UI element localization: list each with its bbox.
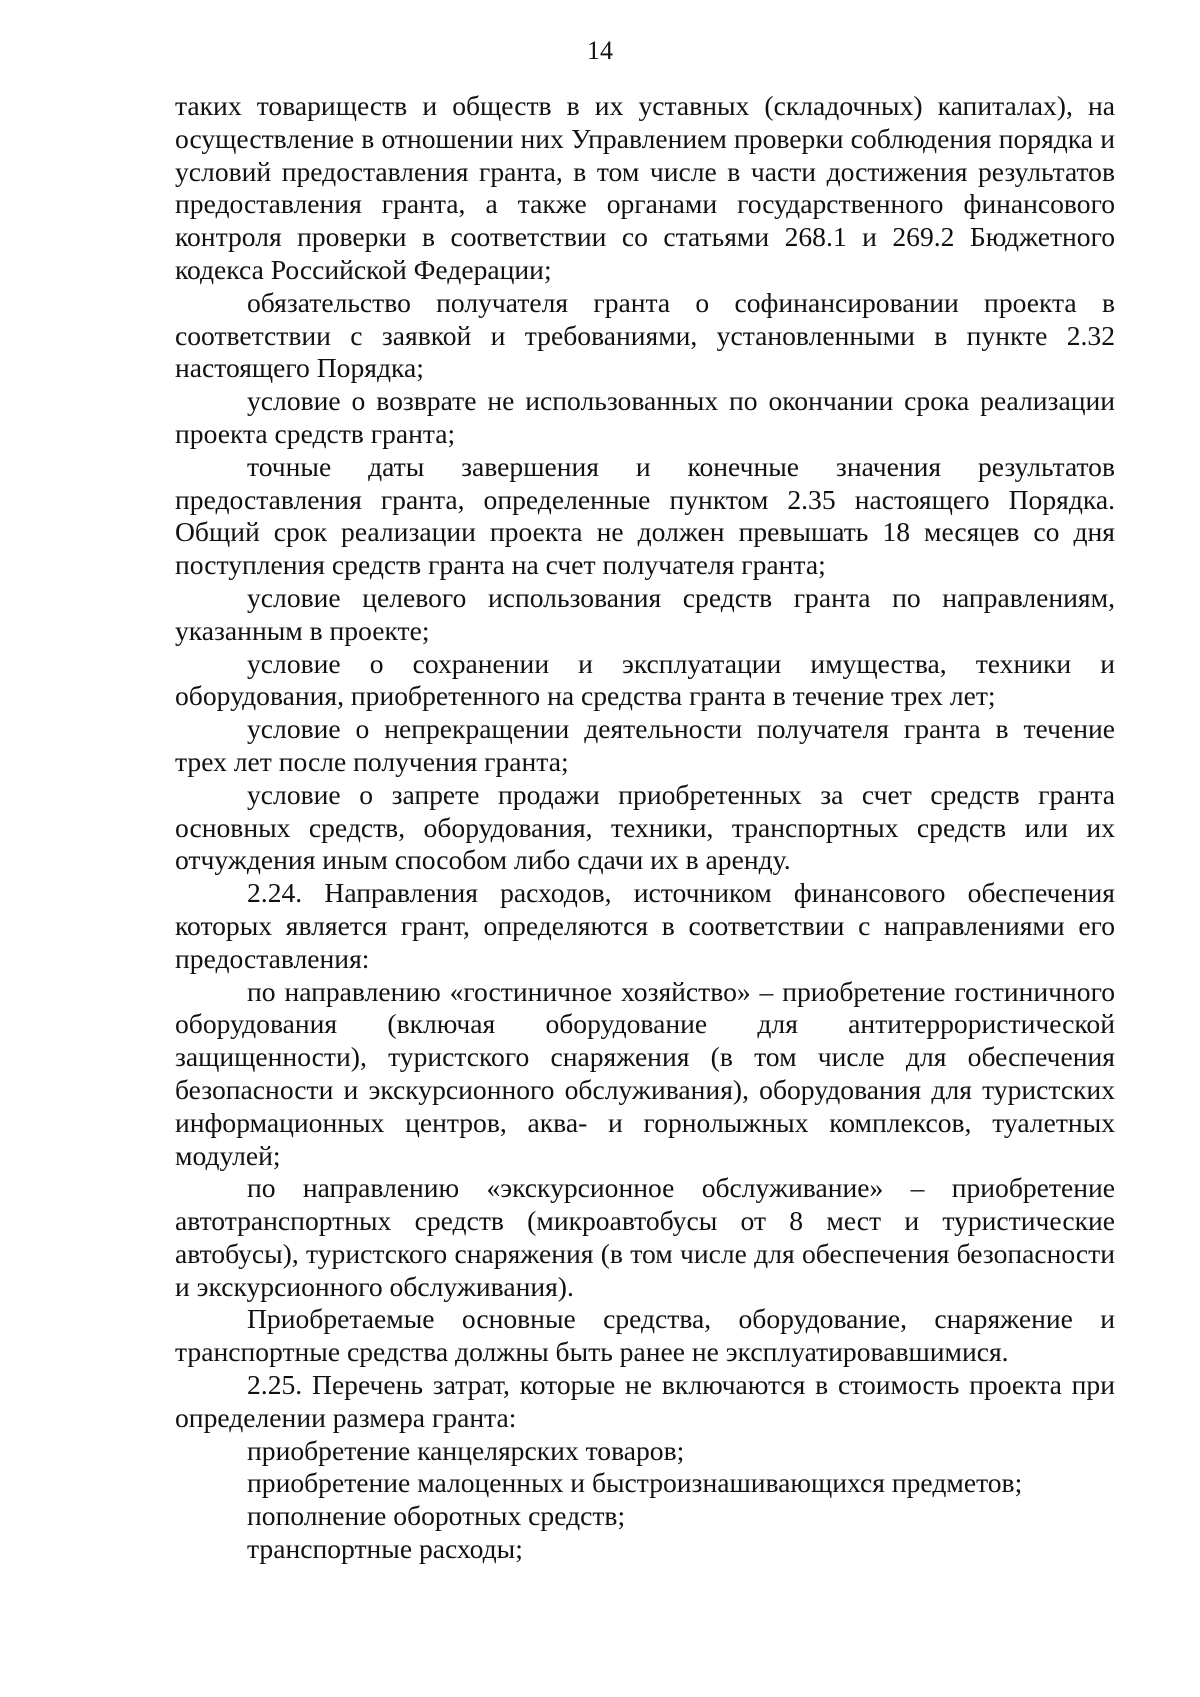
list-item: транспортные расходы;	[247, 1533, 523, 1565]
paragraph: условие о непрекращении деятельности получателя гранта в течение трех лет после получения гранта;	[175, 713, 1115, 777]
document-body	[175, 90, 1115, 1566]
list-item: приобретение канцелярских товаров;	[247, 1434, 685, 1466]
page-number: 14	[587, 36, 613, 65]
paragraph: таких товариществ и обществ в их уставных (складочных) капиталах), на осуществление в отношении них Управлением проверки соблюдения порядка и условий предоставления гранта, в том числе в части достижения результатов предоставления гранта, а также органами государственного финансового контроля проверки в соответствии со статьями 268.1 и 269.2 Бюджетного кодекса Российской Федерации;	[175, 90, 1115, 285]
paragraph: по направлению «экскурсионное обслуживание» – приобретение автотранспортных средств (микроавтобусы от 8 мест и туристические автобусы), туристского снаряжения (в том числе для обеспечения безопасности и экскурсионного обслуживания).	[175, 1172, 1115, 1302]
paragraph: условие целевого использования средств гранта по направлениям, указанным в проекте;	[175, 581, 1115, 646]
paragraph: точные даты завершения и конечные значения результатов предоставления гранта, определенные пунктом 2.35 настоящего Порядка. Общий срок реализации проекта не должен превышать 18 месяцев со дня поступления средств гранта на счет получателя гранта;	[175, 450, 1115, 581]
section-2-25-paragraph: 2.25. Перечень затрат, которые не включаются в стоимость проекта при определении размера гранта:	[175, 1369, 1115, 1433]
paragraph: по направлению «гостиничное хозяйство» – приобретение гостиничного оборудования (включая оборудование для антитеррористической защищенности), туристского снаряжения (в том числе для обеспечения безопасности и экскурсионного обслуживания), оборудования для туристских информационных центров, аква- и горнолыжных комплексов, туалетных модулей;	[175, 975, 1115, 1171]
paragraph: условие о возврате не использованных по окончании срока реализации проекта средств гранта;	[175, 385, 1115, 449]
paragraph: условие о запрете продажи приобретенных за счет средств гранта основных средств, оборудования, техники, транспортных средств или их отчуждения иным способом либо сдачи их в аренду.	[175, 778, 1115, 876]
paragraph: обязательство получателя гранта о софинансировании проекта в соответствии с заявкой и требованиями, установленными в пункте 2.32 настоящего Порядка;	[175, 286, 1115, 384]
list-item: приобретение малоценных и быстроизнашивающихся предметов;	[247, 1467, 1023, 1499]
paragraph: Приобретаемые основные средства, оборудование, снаряжение и транспортные средства должны быть ранее не эксплуатировавшимися.	[175, 1303, 1115, 1368]
list-item: пополнение оборотных средств;	[247, 1500, 626, 1532]
paragraph: условие о сохранении и эксплуатации имущества, техники и оборудования, приобретенного на средства гранта в течение трех лет;	[175, 647, 1115, 712]
section-2-24-paragraph: 2.24. Направления расходов, источником финансового обеспечения которых является грант, определяются в соответствии с направлениями его предоставления:	[175, 877, 1115, 974]
